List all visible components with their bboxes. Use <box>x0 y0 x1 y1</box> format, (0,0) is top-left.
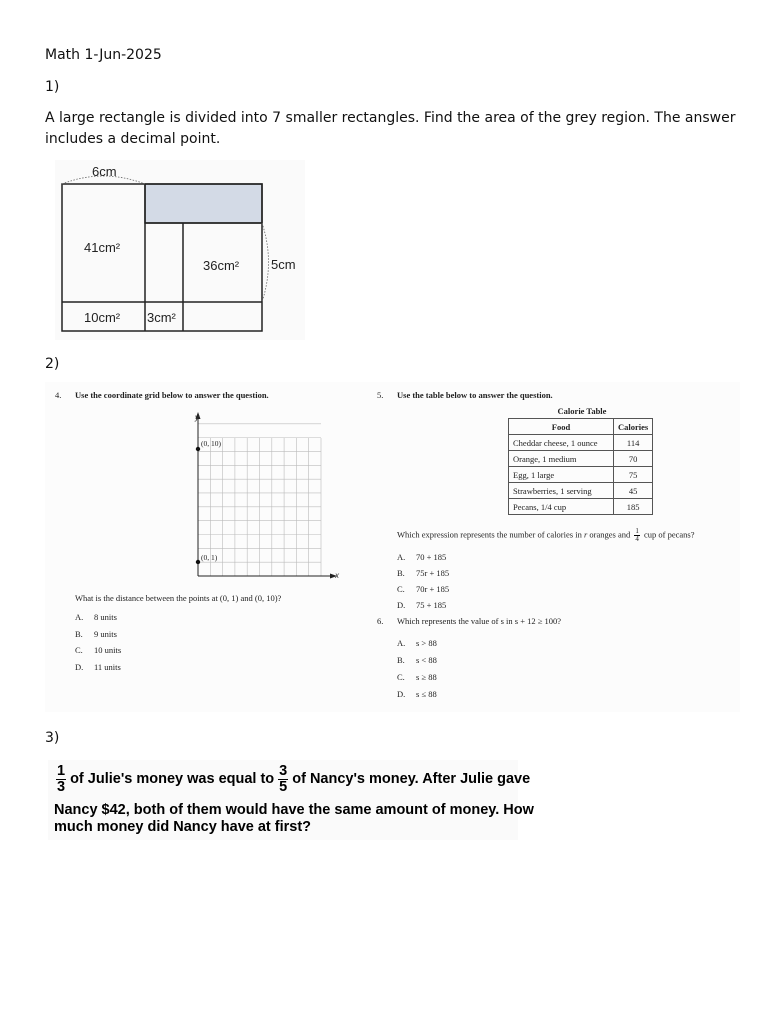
item-4-prompt: Use the coordinate grid below to answer the question. <box>75 390 269 400</box>
question-2-image <box>45 382 740 712</box>
food-cell: Pecans, 1/4 cup <box>509 499 614 515</box>
calories-cell: 70 <box>614 451 653 467</box>
y-axis-label: y <box>195 413 199 422</box>
calories-cell: 75 <box>614 467 653 483</box>
label-5cm: 5cm <box>271 257 296 272</box>
option-text: 9 units <box>94 628 117 639</box>
option-text: 10 units <box>94 645 122 655</box>
point-0-10 <box>196 447 200 451</box>
item-6-question: Which represents the value of s in s + 12 ≥ 100? <box>397 616 562 626</box>
item-5-question: Which expression represents the number of calories in r oranges and $\frac{1}{4}$ cup of pecans? <box>397 527 695 543</box>
question-3-line-1: $\frac{1}{3}$ of Julie's money was equal to $\frac{3}{5}$ of Nancy's money. After Julie gave <box>57 763 531 795</box>
item-4-question: What is the distance between the points at (0, 1) and (0, 10)? <box>75 593 282 603</box>
option-letter: D. <box>397 689 406 699</box>
option-text: 70r + 185 <box>416 584 450 594</box>
label-3cm2: 3cm² <box>147 310 176 325</box>
calories-cell: 45 <box>614 483 653 499</box>
question-3-line-3: much money did Nancy have at first? <box>54 819 312 835</box>
col-calories-header: Calories <box>614 419 653 435</box>
item-6-number: 6. <box>377 616 384 626</box>
question-3-image <box>48 760 534 840</box>
question-2-number: 2) <box>45 356 60 372</box>
calorie-table-title: Calorie Table <box>557 406 607 416</box>
food-cell: Strawberries, 1 serving <box>509 483 614 499</box>
calorie-table <box>508 418 653 515</box>
coordinate-grid <box>185 410 345 582</box>
table-row <box>509 451 653 467</box>
option-letter: A. <box>397 638 406 648</box>
option-text: s ≥ 88 <box>416 672 437 682</box>
option-text: 75r + 185 <box>416 568 450 578</box>
table-row <box>509 435 653 451</box>
option-text: 75 + 185 <box>416 600 447 610</box>
option-text: s ≤ 88 <box>416 689 437 699</box>
question-1-text: A large rectangle is divided into 7 smaller rectangles. Find the area of the grey region. The answer includes a decimal point. <box>45 110 736 147</box>
x-axis-label: x <box>335 571 339 580</box>
question-1-number: 1) <box>45 79 60 95</box>
question-3-number: 3) <box>45 730 60 746</box>
page-title: Math 1-Jun-2025 <box>45 47 162 63</box>
food-cell: Cheddar cheese, 1 ounce <box>509 435 614 451</box>
option-letter: A. <box>75 612 84 622</box>
grey-region <box>145 184 262 223</box>
point-0-10-label: (0, 10) <box>201 439 221 448</box>
fraction-one-fourth: $\frac{1}{4}$ <box>635 527 639 543</box>
calories-cell: 185 <box>614 499 653 515</box>
option-letter: C. <box>75 645 83 655</box>
option-letter: B. <box>397 568 405 578</box>
label-10cm2: 10cm² <box>84 310 121 325</box>
food-cell: Orange, 1 medium <box>509 451 614 467</box>
table-row <box>509 467 653 483</box>
label-41cm2: 41cm² <box>84 240 121 255</box>
option-letter: B. <box>75 628 83 639</box>
option-text: s > 88 <box>416 638 437 648</box>
label-6cm: 6cm <box>92 164 117 179</box>
fraction-three-fifths: $\frac{3}{5}$ <box>279 763 288 795</box>
calories-cell: 114 <box>614 435 653 451</box>
option-text: s < 88 <box>416 655 437 665</box>
item-5-number: 5. <box>377 390 384 400</box>
point-0-1 <box>196 560 200 564</box>
table-row <box>509 483 653 499</box>
col-food-header: Food <box>509 419 614 435</box>
rectangle-figure <box>55 160 305 340</box>
option-text: 8 units <box>94 612 117 622</box>
option-text: 11 units <box>94 661 121 672</box>
fraction-one-third: $\frac{1}{3}$ <box>57 763 66 795</box>
option-text: 70 + 185 <box>416 552 447 562</box>
option-letter: C. <box>397 672 405 682</box>
label-36cm2: 36cm² <box>203 258 240 273</box>
option-letter: D. <box>397 600 406 610</box>
option-letter: A. <box>397 552 406 562</box>
food-cell: Egg, 1 large <box>509 467 614 483</box>
option-letter: D. <box>75 661 84 672</box>
item-5-prompt: Use the table below to answer the question. <box>397 390 553 400</box>
question-3-line-2: Nancy $42, both of them would have the same amount of money. How <box>54 802 534 818</box>
option-letter: B. <box>397 655 405 665</box>
point-0-1-label: (0, 1) <box>201 553 218 562</box>
option-letter: C. <box>397 584 405 594</box>
item-4-number: 4. <box>55 390 62 400</box>
table-row <box>509 499 653 515</box>
